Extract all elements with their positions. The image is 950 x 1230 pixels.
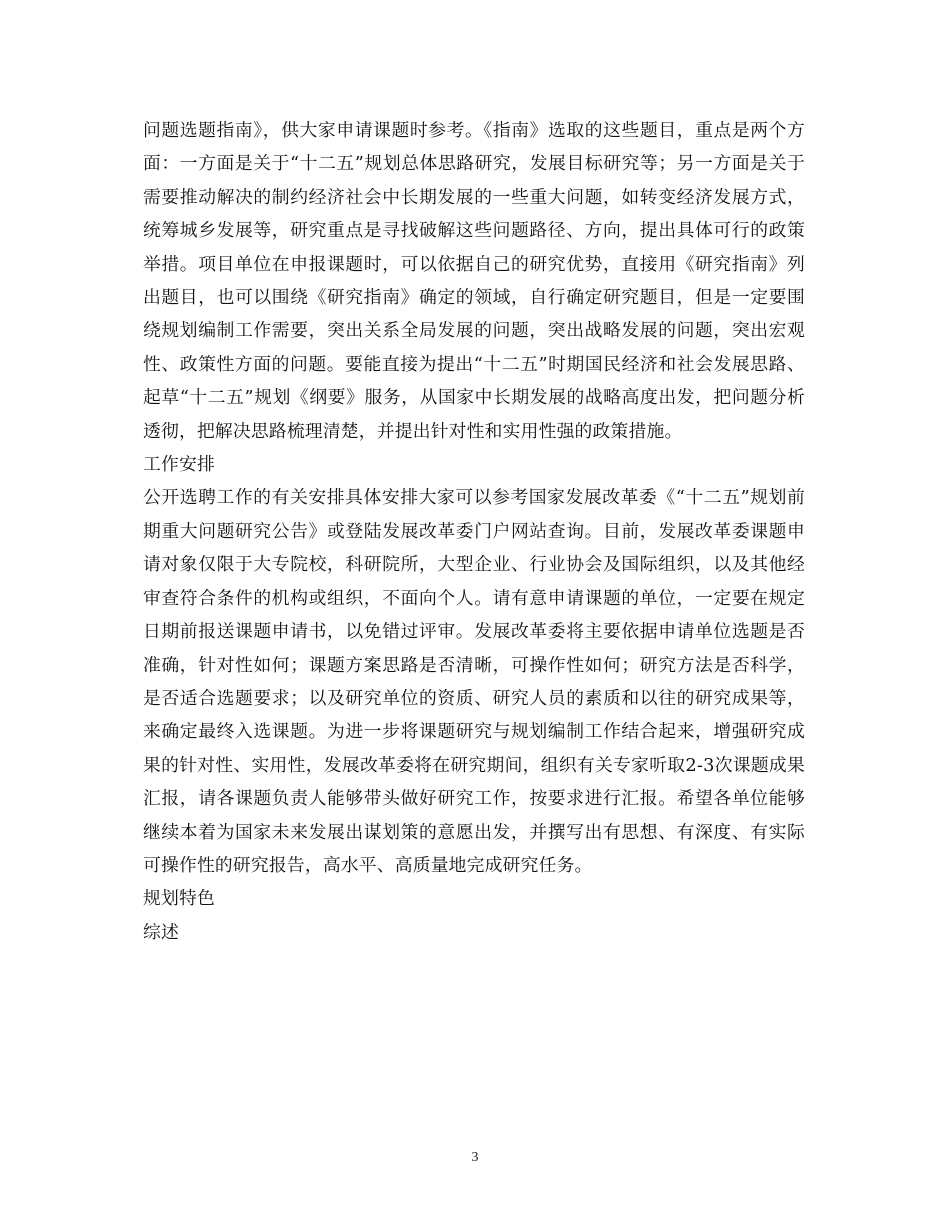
- section-heading-overview: 综述: [143, 921, 179, 943]
- paragraph-work-arrangement: 公开选聘工作的有关安排具体安排大家可以参考国家发展改革委《“十二五”规划前期重大问题研究公告》或登陆发展改革委门户网站查询。目前，发展改革委课题申请对象仅限于大专院校，科研院所，大型企业、行业协会及国际组织，以及其他经审查符合条件的机构或组织，不面向个人。请有意申请课题的单位，一定要在规定日期前报送课题申请书，以免错过评审。发展改革委将主要依据申请单位选题是否准确，针对性如何；课题方案思路是否清晰，可操作性如何；研究方法是否科学，是否适合选题要求；以及研究单位的资质、研究人员的素质和以往的研究成果等，来确定最终入选课题。为进一步将课题研究与规划编制工作结合起来，增强研究成果的针对性、实用性，发展改革委将在研究期间，组织有关专家听取2-3次课题成果汇报，请各课题负责人能够带头做好研究工作，按要求进行汇报。希望各单位能够继续本着为国家未来发展出谋划策的意愿出发，并撰写出有思想、有深度、有实际可操作性的研究报告，高水平、高质量地完成研究任务。: [143, 487, 805, 876]
- section-heading-plan-features: 规划特色: [143, 888, 215, 910]
- paragraph-research-guide: 问题选题指南》，供大家申请课题时参考。《指南》选取的这些题目，重点是两个方面：一方面是关于“十二五”规划总体思路研究，发展目标研究等；另一方面是关于需要推动解决的制约经济社会中长期发展的一些重大问题，如转变经济发展方式，统筹城乡发展等，研究重点是寻找破解这些问题路径、方向，提出具体可行的政策举措。项目单位在申报课题时，可以依据自己的研究优势，直接用《研究指南》列出题目，也可以围绕《研究指南》确定的领域，自行确定研究题目，但是一定要围绕规划编制工作需要，突出关系全局发展的问题，突出战略发展的问题，突出宏观性、政策性方面的问题。要能直接为提出“十二五”时期国民经济和社会发展思路、起草“十二五”规划《纲要》服务，从国家中长期发展的战略高度出发，把问题分析透彻，把解决思路梳理清楚，并提出针对性和实用性强的政策措施。: [143, 120, 805, 442]
- page-number: 3: [471, 1150, 479, 1165]
- section-heading-work-arrangement: 工作安排: [143, 454, 215, 476]
- page-body: [143, 114, 805, 949]
